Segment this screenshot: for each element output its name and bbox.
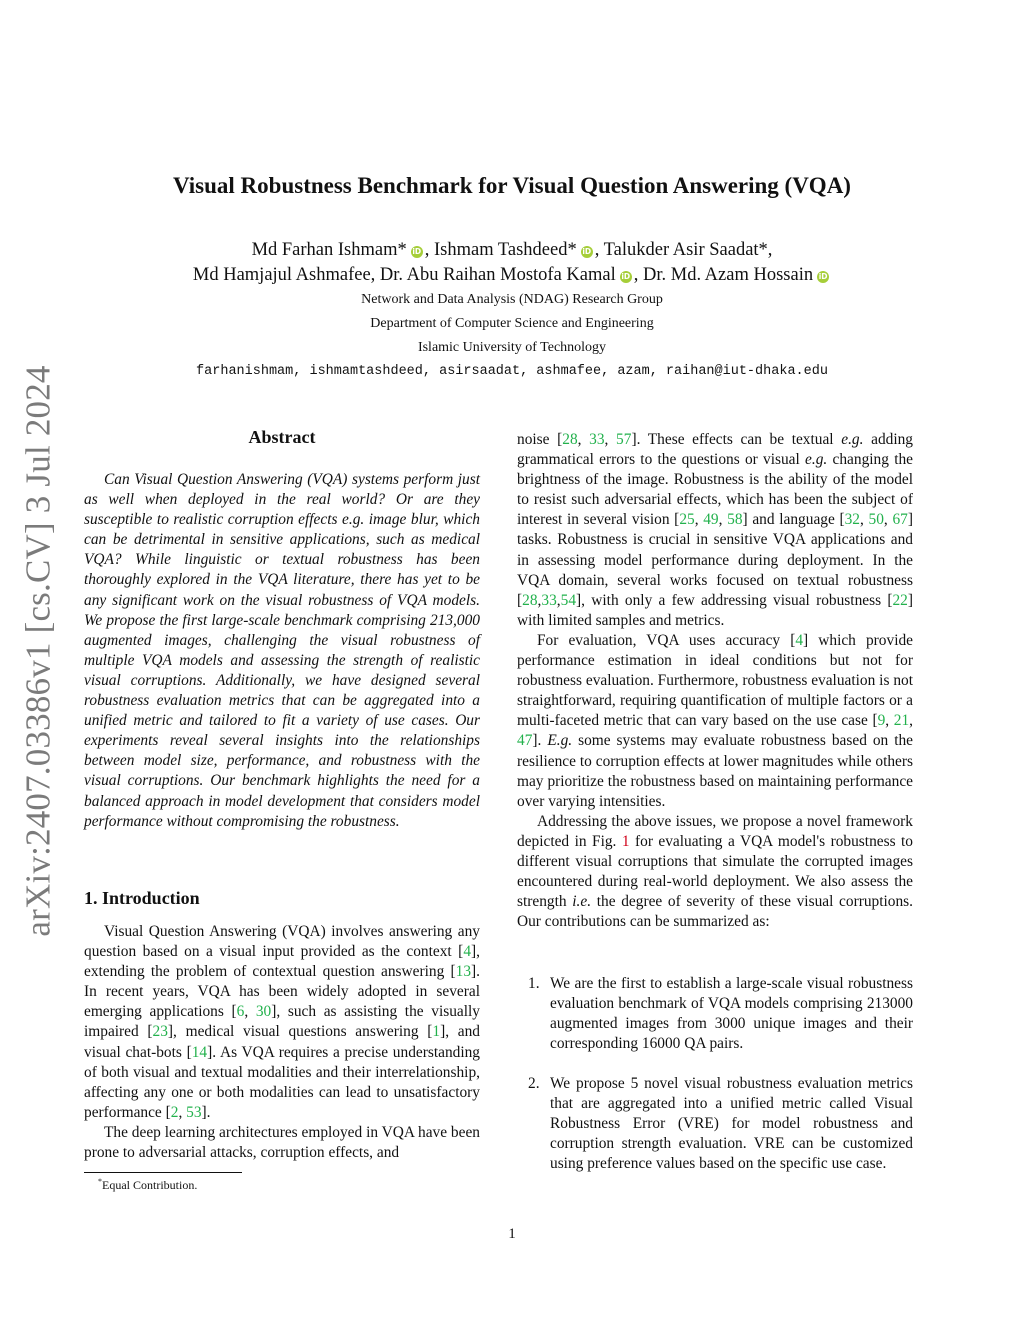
citation-link[interactable]: 57 <box>616 431 632 448</box>
text-run: ]. As VQA requires a precise understanding of both visual and textual modalities and their interrelationship, affecting any one or both modalities can lead to unsatisfactory performance [ <box>84 1043 480 1121</box>
author-emails: farhanishmam, ishmamtashdeed, asirsaadat, ashmafee, azam, raihan@iut-dhaka.edu <box>196 364 828 379</box>
affiliation-group: Network and Data Analysis (NDAG) Research Group <box>361 292 663 307</box>
text-run: , <box>860 511 869 529</box>
right-paragraph-1 <box>517 430 913 631</box>
citation-link[interactable]: 32 <box>844 511 860 529</box>
text-run: adding grammatical errors to the questions or visual <box>517 431 913 469</box>
intro-paragraph-2: The deep learning architectures employed in VQA have been prone to adversarial attacks, corruption effects, and <box>84 1123 480 1162</box>
citation-link[interactable]: 14 <box>191 1043 208 1061</box>
text-run: ], extending the problem of contextual question answering [ <box>84 943 480 981</box>
intro-paragraph-1 <box>84 922 480 1123</box>
citation-link[interactable]: 4 <box>463 943 472 961</box>
arxiv-stamp-text: arXiv:2407.03386v1 [cs.CV] 3 Jul 2024 <box>19 365 58 937</box>
text-run: ], such as assisting the visually impaired [ <box>84 1003 480 1041</box>
paper-title: Visual Robustness Benchmark for Visual Question Answering (VQA) <box>173 173 851 198</box>
footnote <box>98 1177 197 1193</box>
text-run: , <box>556 591 561 609</box>
right-paragraph-3 <box>517 812 913 933</box>
citation-link[interactable]: 22 <box>892 591 908 609</box>
affiliation-department: Department of Computer Science and Engineering <box>370 316 654 331</box>
text-run: i.e. <box>572 893 592 911</box>
citation-link[interactable]: 28 <box>522 591 538 609</box>
text-run: , <box>577 431 590 448</box>
footnote-rule <box>84 1172 242 1173</box>
section-heading-introduction: 1. Introduction <box>84 888 200 908</box>
citation-link[interactable]: 58 <box>727 511 743 529</box>
affiliation-university: Islamic University of Technology <box>417 340 607 355</box>
author-1: Md Farhan Ishmam* <box>251 240 407 260</box>
text-run: ], medical visual questions answering [ <box>167 1023 433 1041</box>
text-run: , <box>885 712 894 730</box>
citation-link[interactable]: 54 <box>560 591 577 609</box>
author-4: Md Hamjajul Ashmafee, Dr. Abu Raihan Mostofa Kamal <box>192 265 616 285</box>
orcid-icon[interactable]: iD <box>818 272 828 281</box>
abstract-heading: Abstract <box>248 427 316 447</box>
author-3: Talukder Asir Saadat*, <box>603 240 773 260</box>
citation-link[interactable]: 2 <box>170 1103 179 1121</box>
text-run: ], with only a few addressing visual robustness [ <box>576 591 893 609</box>
text-run: , <box>909 712 913 730</box>
text-run: ] tasks. Robustness is crucial in sensitive VQA applications and in assessing model performance during deployment. In the VQA domain, several works focused on textual robustness [ <box>517 511 913 609</box>
citation-link[interactable]: 25 <box>679 511 695 529</box>
citation-link[interactable]: 13 <box>455 963 472 981</box>
citation-link[interactable]: 23 <box>152 1023 168 1041</box>
citation-link[interactable]: 6 <box>236 1003 245 1021</box>
citation-link[interactable]: 53 <box>186 1103 202 1121</box>
orcid-icon[interactable]: iD <box>621 272 631 281</box>
text-run: changing the brightness of the image. Robustness is the ability of the model to resist such adversarial effects, which has been the subject of interest in several vision [ <box>517 451 913 529</box>
citation-link[interactable]: 33 <box>541 591 557 609</box>
text-run: ], and visual chat-bots [ <box>84 1023 480 1061</box>
citation-link[interactable]: 33 <box>589 431 605 448</box>
orcid-icon[interactable]: iD <box>582 247 592 256</box>
text-run: ] which provide performance estimation in ideal conditions but not for robustness evaluation. Furthermore, robustness evaluation is not straightforward, requiring quantification of multiple factors or a multi-faceted metric that can vary based on the use case [ <box>517 631 913 730</box>
abstract-text: Can Visual Question Answering (VQA) systems perform just as well when deployed in the real world? Or are they susceptible to realistic corruption effects e.g. image blur, which can be detrimental in sensitive applications, such as medical VQA? While linguistic or textual robustness has been thoroughly explored in the VQA literature, there has yet to be any significant work on the visual robustness of VQA models. We propose the first large-scale benchmark comprising 213,000 augmented images, challenging the visual robustness of multiple VQA models and assessing the strength of realistic visual corruptions. Additionally, we have designed several robustness evaluation metrics that can be aggregated into a unified metric and tailored to fit a variety of use cases. Our experiments reveal several insights into the relationships between model size, performance, and robustness with the visual corruptions. Our benchmark highlights the need for a balanced approach in model development that considers model performance without compromising the robustness. <box>84 471 480 830</box>
text-run: ]. <box>201 1103 211 1121</box>
list-item <box>517 974 913 1054</box>
list-item-text: We are the first to establish a large-scale visual robustness evaluation benchmark of VQA models comprising 213000 augmented images from 3000 unique images and their corresponding 16000 QA pairs. <box>550 975 913 1053</box>
text-run: Visual Question Answering (VQA) involves answering any question based on a visual input provided as the context [ <box>84 923 480 961</box>
text-run: Addressing the above issues, we propose a novel framework depicted in Fig. <box>517 812 913 850</box>
citation-link[interactable]: 47 <box>517 732 533 750</box>
text-run: e.g. <box>841 431 864 448</box>
text-run: for evaluating a VQA model's robustness to different visual corruptions that simulate the corrupted images encountered during real-world deployment. We also assess the strength <box>517 832 913 911</box>
text-run: E.g. <box>547 732 573 750</box>
list-number: 2. <box>528 1075 540 1092</box>
page-number: 1 <box>508 1226 516 1242</box>
text-run: , <box>604 431 617 448</box>
author-list: Md Farhan Ishmam* iD , Ishmam Tashdeed* iD , Talukder Asir Saadat*, Md Hamjajul Ashmafee, Dr. Abu Raihan Mostofa Kamal iD , Dr. Md. Azam Hossain iD <box>192 240 828 285</box>
citation-link[interactable]: 21 <box>893 712 910 730</box>
orcid-icon[interactable]: iD <box>412 247 422 256</box>
text-run: ] with limited samples and metrics. <box>517 591 913 629</box>
citation-link[interactable]: 50 <box>868 511 884 529</box>
footnote-mark: * <box>98 1177 102 1186</box>
contribution-list-item-1 <box>517 974 913 1054</box>
figure-reference-link[interactable]: 1 <box>621 832 630 850</box>
text-run: , <box>178 1103 187 1121</box>
citation-link[interactable]: 49 <box>703 511 719 529</box>
text-run: , <box>694 511 704 529</box>
list-item <box>517 1074 913 1174</box>
author-2: Ishmam Tashdeed* <box>434 240 577 260</box>
list-item-text: We propose 5 novel visual robustness evaluation metrics that are aggregated into a unified metric called Visual Robustness Error (VRE) for model robustness and corruption strength evaluation. VRE can be customized using preference values based on the specific use case. <box>550 1075 913 1173</box>
text-run: , <box>718 511 728 529</box>
list-number: 1. <box>528 975 540 992</box>
contribution-list-item-2 <box>517 1074 913 1174</box>
arxiv-stamp <box>8 365 70 937</box>
citation-link[interactable]: 4 <box>795 631 804 649</box>
text-run: , <box>883 511 893 529</box>
text-run: ] and language [ <box>742 511 845 529</box>
text-run: e.g. <box>805 451 828 469</box>
text-run: ]. These effects can be textual <box>631 431 842 448</box>
text-run: some systems may evaluate robustness based on the resilience to corruption effects at lower magnitudes while others may prioritize the robustness based on maintaining performance over varying intensities. <box>517 732 913 810</box>
citation-link[interactable]: 30 <box>255 1003 272 1021</box>
right-paragraph-2 <box>517 631 913 812</box>
author-5: Dr. Md. Azam Hossain <box>643 265 814 285</box>
text-run: , <box>244 1003 256 1021</box>
text-run: , <box>537 591 542 609</box>
introduction-body <box>84 922 480 1163</box>
citation-link[interactable]: 9 <box>877 712 886 730</box>
citation-link[interactable]: 67 <box>892 511 908 529</box>
text-run: For evaluation, VQA uses accuracy [ <box>537 631 796 649</box>
text-run: noise [ <box>517 431 563 448</box>
abstract-body <box>84 470 480 832</box>
text-run: the degree of severity of these visual corruptions. Our contributions can be summarized as: <box>517 893 913 931</box>
citation-link[interactable]: 28 <box>562 431 578 448</box>
right-column-body <box>517 430 913 932</box>
text-run: ]. In recent years, VQA has been widely adopted in several emerging applications [ <box>84 963 480 1021</box>
text-run: ]. <box>532 732 548 750</box>
citation-link[interactable]: 1 <box>432 1023 441 1041</box>
footnote-text: Equal Contribution. <box>102 1178 198 1192</box>
